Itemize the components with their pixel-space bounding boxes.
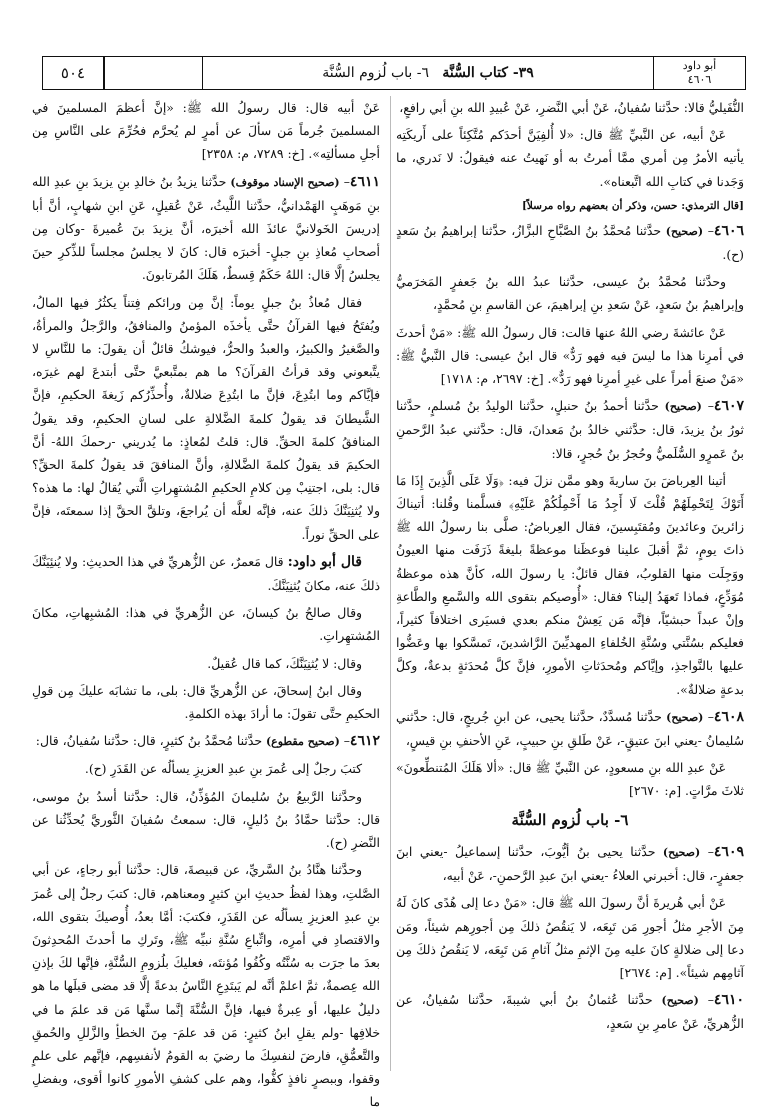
paragraph: فقال مُعاذُ بنُ جبلٍ يوماً: إنَّ مِن ورائكم فِتناً يكثُرُ فيها المالُ، ويُفتَحُ فيها القرآنُ حتَّى يأخذَه المؤمنُ والمنافقُ، والرَّجلُ والمرأةُ، والصَّغيرُ والكبيرُ، والعبدُ والحرُّ، فيوشكُ قائلٌ أن يقولَ: ما للنَّاسِ لا يتَّبعوني وقد قرأتُ القرآنَ؟ ما هم بمتَّبعيَّ حتَّى أبتدعَ لهم غيرَه، فإيَّاكم وما ابتُدِعَ، فإنَّ ما ابتُدِعَ ضلالةٌ، وأُحذِّرُكم زَيغةَ الحكيمِ، فإنَّ الشَّيطانَ قد يقولُ كلمةَ الضَّلالةِ على لسانِ الحكيمِ، وقد يقولُ المنافقُ كلمةَ الحقِّ. قال: قلتُ لمُعاذٍ: ما يُدريني -رحمكَ اللهُ- أنَّ الحكيمَ قد يقولُ كلمةَ الضَّلالةِ، وأنَّ المنافقَ قد يقولُ كلمةَ الحقِّ؟ قال: بلى، اجتنِبْ مِن كلامِ الحكيمِ المُشتهِراتِ الَّتي يُقالُ لها: ما هذه؟ ولا يُثنِيَنَّكَ ذلكَ عنه، فإنَّه لعلَّه أن يُراجعَ، وتلقَّ الحقَّ إذا سمعتَه، فإنَّ على الحقِّ نوراً. [32, 294, 380, 542]
paragraph: عَنْ أبي هُريرةَ أنَّ رسولَ الله ﷺ قال: «مَنْ دعا إلى هُدًى كانَ لَهُ مِنَ الأجرِ مثلُ أجورِ مَن تَبِعَه، لا يَنقُصُ ذلكَ مِن أجورِهم شيئاً، ومَن دعا إلى ضلالةٍ كانَ عليه مِنَ الإثمِ مثلُ آثامِ مَن تَبِعَه، لا يَنقُصُ ذلكَ مِن آثامِهم شيئاً». [م: ٢٦٧٤] [396, 895, 744, 980]
hadith-text: حدَّثنا أحمدُ بنُ حنبلٍ، حدَّثنا الوليدُ بنُ مُسلمٍ، حدَّثنا ثورُ بنُ يزيدَ، قال: حدَّثني خالدُ بنُ مَعدانَ، قال: حدَّثني عبدُ الرَّحمنِ بنُ عَمرٍو السُّلَميُّ وحُجرُ بنُ حُجرٍ، قالا: [396, 398, 744, 461]
hadith-grade: (صحيح الإسناد موقوف) [230, 175, 340, 189]
header-book-title: ٣٩- كتاب السُّنَّة [442, 65, 534, 81]
hadith-1: ٤٦١١– (صحيح الإسناد موقوف) حدَّثنا يزيدُ بنُ خالدِ بنِ يزيدَ بنِ عبدِ الله بنِ مَوهَبٍ الهَمْدانيُّ، حدَّثنا اللَّيثُ، عَنْ عُقيلٍ، عَنِ ابنِ شهابٍ، أنَّ أبا إدريسَ الخَولانيَّ عائذَ الله أخبرَه، أنَّ يزيدَ بنَ عُميرةَ -وكان مِن أصحابِ مُعاذِ بنِ جبلٍ- أخبرَه قال: كانَ لا يجلسُ مجلساً للذِّكرِ حينَ يجلسُ إلَّا قال: اللهُ حَكَمٌ قِسطٌ، هَلَكَ المُرتابونَ. [32, 173, 380, 283]
left-column [32, 96, 380, 1110]
hadith-number: ٤٦١١ [349, 173, 380, 190]
hadith-number: ٤٦٠٨ [713, 708, 744, 725]
hadith-grade: (صحيح) [662, 845, 701, 859]
hadith-text: حدَّثنا يحيى بنُ أيُّوبَ، حدَّثنا إسماعيلُ -يعني ابنَ جعفرٍ-، قال: أخبرني العلاءُ -يعني ابنَ عبدِ الرَّحمنِ-، عَنْ أبيه، [396, 843, 744, 884]
hadith-text: حدَّثنا مُحمَّدُ بنُ الصَّبَّاحِ البزَّازُ، حدَّثنا إبراهيمُ بنُ سَعدٍ (ح). [396, 222, 744, 263]
hadith-text: حدَّثنا مُسدَّدٌ، حدَّثنا يحيى، عن ابنِ جُريجٍ، قال: حدَّثني سُليمانُ -يعني ابنَ عتيقٍ-، عَنْ طَلقِ بنِ حبيبٍ، عَنِ الأحنفِ بنِ قيسٍ، [396, 708, 744, 749]
paragraph: كتبَ رجلٌ إلى عُمرَ بنِ عبدِ العزيزِ يسألُه عن القَدَرِ (ح). [84, 761, 362, 777]
header-book: أبو داود [682, 59, 717, 72]
page-header [42, 56, 746, 90]
header-range: ٤٦٠٦ [687, 73, 712, 86]
hadith-7: ٤٦١٢– (صحيح مقطوع) حدَّثنا مُحمَّدُ بنُ كثيرٍ، قال: حدَّثنا سُفيانُ، قال: [35, 733, 380, 750]
hadith-3: ٤٦٠٦– (صحيح) حدَّثنا مُحمَّدُ بنُ الصَّبَّاحِ البزَّازُ، حدَّثنا إبراهيمُ بنُ سَعدٍ (ح). [396, 222, 744, 263]
header-divider [103, 57, 105, 89]
hadith-text: حدَّثنا مُحمَّدُ بنُ كثيرٍ، قال: حدَّثنا سُفيانُ، قال: [35, 733, 262, 749]
hadith-grade: (صحيح) [661, 994, 699, 1008]
paragraph: وحدَّثنا الرَّبيعُ بنُ سُليمانَ المُؤذِّنُ، قال: حدَّثنا أسدُ بنُ موسى، قال: حدَّثنا حمَّادُ بنُ دُليلٍ، قال: سمعتُ سُفيانَ الثَّوريَّ يُحدِّثُنا عن النَّضرِ (ح). [32, 788, 380, 851]
right-column [396, 96, 744, 1071]
hadith-8: ٤٦٠٨– (صحيح) حدَّثنا مُسدَّدٌ، حدَّثنا يحيى، عن ابنِ جُريجٍ، قال: حدَّثني سُليمانُ -يعني ابنَ عتيقٍ-، عَنْ طَلقِ بنِ حبيبٍ، عَنِ الأحنفِ بنِ قيسٍ، [396, 708, 744, 749]
paragraph: عَنْ أبيه قال: قال رسولُ الله ﷺ: «إنَّ أعظمَ المسلمينَ في المسلمينَ جُرماً مَن سألَ عن أمرٍ لم يُحرَّم فحُرِّمَ على النَّاسِ مِن أجلِ مسألتِه». [خ: ٧٢٨٩، م: ٢٣٥٨] [32, 100, 380, 162]
abu-dawud-label: قال أبو داود: [287, 553, 362, 570]
hadith-number: ٤٦١٢ [349, 733, 380, 750]
paragraph: عَنْ أبيه، عن النَّبيِّ ﷺ قال: «لا أُلفِيَنَّ أحدَكم مُتَّكِئاً على أَريكَتِه يأتيه الأمرُ مِن أمري ممَّا أمرتُ به أو نَهيتُ عنه فيقولُ: لا نَدري، ما وَجَدنا في كتابِ الله اتَّبعناه». [396, 127, 744, 189]
hadith-11: ٤٦٠٩– (صحيح) حدَّثنا يحيى بنُ أيُّوبَ، حدَّثنا إسماعيلُ -يعني ابنَ جعفرٍ-، قال: أخبرني العلاءُ -يعني ابنَ عبدِ الرَّحمنِ-، عَنْ أبيه، [396, 843, 744, 884]
hadith-number: ٤٦٠٩ [713, 843, 744, 860]
paragraph: وقال ابنُ إسحاقَ، عن الزُّهريِّ قال: بلى، ما تشابَه عليكَ مِن قولِ الحكيمِ حتَّى تقولَ: ما أرادَ بهذه الكلمةِ. [32, 682, 380, 722]
hadith-grade: (صحيح مقطوع) [265, 735, 340, 749]
paragraph: النُّفَيليُّ قالا: حدَّثنا سُفيانُ، عَنْ أبي النَّضرِ، عَنْ عُبيدِ الله بنِ أبي رافعٍ، [399, 100, 744, 115]
paragraph: وحدَّثنا هنَّادُ بنُ السَّريِّ، عن قبيصةَ، قال: حدَّثنا أبو رجاءٍ، عن أبي الصَّلتِ، وهذا لفظُ حديثِ ابنِ كثيرٍ ومعناهم، قال: كتبَ رجلٌ إلى عُمرَ بنِ عبدِ العزيزِ يسألُه عن القَدَرِ، فكتبَ: أمَّا بعدُ، أُوصيكَ بتقوى الله، والاقتصادِ في أمرِه، واتِّباعِ سُنَّةِ نبيِّه ﷺ، وتَركِ ما أحدثَ المُحدِثونَ بعدَ ما جرَت به سُنَّتُه وكُفُوا مُؤنتَه، فعليكَ بلُزومِ السُّنَّةِ، فإنَّها لكَ بإذنِ الله عِصمةٌ، ثمَّ اعلمْ أنَّه لم يَبتَدِعِ النَّاسُ بدعةً إلَّا قد مضى قبلَها ما هو دليلٌ عليها، أو عِبرةٌ فيها، فإنَّ السُّنَّةَ إنَّما سنَّها مَن قد علمَ ما في خلافِها -ولم يقلِ ابنُ كثيرٍ: مَن قد علمَ- مِنَ الخطأِ والزَّللِ والحُمقِ والتَّعمُّقِ، فارضَ لنفسِكَ ما رضيَ به القومُ لأنفسِهم، فإنَّهم على علمٍ وقفوا، وببصرٍ نافذٍ كفُّوا، وهم على كشفِ الأمورِ كانوا أقوى، وبفضلِ ما [32, 862, 380, 1110]
page-number: ٥٠٤ [60, 64, 86, 82]
editor-note: [قال الترمذي: حسن، وذكر أن بعضهم رواه مرسلاً] [521, 199, 744, 212]
hadith-6: ٤٦٠٧– (صحيح) حدَّثنا أحمدُ بنُ حنبلٍ، حدَّثنا الوليدُ بنُ مُسلمٍ، حدَّثنا ثورُ بنُ يزيدَ، قال: حدَّثني خالدُ بنُ مَعدانَ، قال: حدَّثني عبدُ الرَّحمنِ بنُ عَمرٍو السُّلَميُّ وحُجرُ بنُ حُجرٍ، قالا: [396, 398, 744, 461]
header-book-cell [653, 57, 745, 89]
comment-text: قال مَعمرٌ، عن الزُّهريِّ في هذا الحديثِ: ولا يُنئِيَنَّكَ ذلكَ عنه، مكانَ يُثنِيَنَّكَ. [32, 553, 380, 594]
hadith-13: ٤٦١٠– (صحيح) حدَّثنا عُثمانُ بنُ أبي شيبةَ، حدَّثنا سُفيانُ، عن الزُّهريِّ، عَنْ عامرِ بنِ سَعدٍ، [396, 992, 744, 1032]
paragraph: أتينا العِرباضَ بنَ ساريةَ وهو ممَّن نزلَ فيه: ﴿وَلَا عَلَى الَّذِينَ إِذَا مَا أَتَوْكَ لِتَحْمِلَهُمْ قُلْتَ لَا أَجِدُ مَا أَحْمِلُكُمْ عَلَيْهِ﴾ فسلَّمنا وقُلنا: أتيناكَ زائرينَ وعائدينَ ومُقتَبِسينَ، فقال العِرباضُ: صلَّى بنا رسولُ الله ﷺ ذاتَ يومٍ، ثمَّ أقبلَ علينا فوعظَنا موعظةً بليغةً ذَرَفَت منها العيونُ ووَجِلَت منها القلوبُ، فقال قائلٌ: يا رسولَ الله، كأنَّ هذه موعظةُ مُوَدِّعٍ، فماذا تَعهَدُ إلينا؟ فقال: «أُوصيكم بتقوى الله والسَّمعِ والطَّاعةِ وإنْ عبداً حبشيّاً، فإنَّه مَن يَعِشْ منكم بعدي فسيَرى اختلافاً كثيراً، فعليكم بسُنَّتي وسُنَّةِ الخُلفاءِ المهديِّينَ الرَّاشدينَ، تَمسَّكوا بها وعَضُّوا عليها بالنَّواجذِ، وإيَّاكم ومُحدَثاتِ الأمورِ، فإنَّ كلَّ مُحدَثةٍ بدعةٌ، وكلَّ بدعةٍ ضلالةٌ». [396, 472, 744, 697]
hadith-text: حدَّثنا يزيدُ بنُ خالدِ بنِ يزيدَ بنِ عبدِ الله بنِ مَوهَبٍ الهَمْدانيُّ، حدَّثنا اللَّيثُ، عَنْ عُقيلٍ، عَنِ ابنِ شهابٍ، أنَّ أبا إدريسَ الخَولانيَّ عائذَ الله أخبرَه، أنَّ يزيدَ بنَ عُميرةَ -وكان مِن أصحابِ مُعاذِ بنِ جبلٍ- أخبرَه قال: كانَ لا يجلسُ مجلساً للذِّكرِ حينَ يجلسُ إلَّا قال: اللهُ حَكَمٌ قِسطٌ، هَلَكَ المُرتابونَ. [32, 173, 380, 283]
column-divider [390, 96, 391, 1071]
header-page-cell [43, 57, 203, 89]
header-title-cell [203, 57, 653, 89]
paragraph: وقال صالحُ بنُ كيسانَ، عن الزُّهريِّ في هذا: المُشبِهاتِ، مكانَ المُشتهِراتِ. [32, 605, 380, 644]
section-title: ٦- باب لُزوم السُّنَّة [511, 810, 629, 829]
paragraph: عَنْ عائشةَ رضي اللهُ عنها قالت: قال رسولُ الله ﷺ: «مَنْ أحدثَ في أمرِنا هذا ما ليسَ فيه فهو رَدٌّ» قال ابنُ عيسى: قال النَّبيُّ ﷺ: «مَنْ صنعَ أمراً على غيرِ أمرِنا فهو رَدٌّ». [خ: ٢٦٩٧، م: ١٧١٨] [396, 324, 744, 387]
header-chapter: ٦- باب لُزوم السُّنَّة [322, 65, 430, 81]
hadith-number: ٤٦٠٧ [713, 398, 744, 415]
hadith-grade: (صحيح) [664, 400, 702, 414]
paragraph: وحدَّثنا مُحمَّدُ بنُ عيسى، حدَّثنا عبدُ الله بنُ جَعفرٍ المَخرَميُّ وإبراهيمُ بنُ سَعدٍ، عَنْ سَعدِ بنِ إبراهيمَ، عن القاسمِ بنِ مُحمَّدٍ، [396, 274, 744, 313]
hadith-grade: (صحيح) [666, 710, 704, 724]
paragraph: وقال: لا يُثنِيَنَّكَ، كما قال عُقيلٌ. [207, 655, 362, 671]
hadith-number: ٤٦٠٦ [713, 222, 744, 239]
hadith-number: ٤٦١٠ [713, 992, 744, 1009]
hadith-text: حدَّثنا عُثمانُ بنُ أبي شيبةَ، حدَّثنا سُفيانُ، عن الزُّهريِّ، عَنْ عامرِ بنِ سَعدٍ، [396, 992, 744, 1032]
abu-dawud-comment [32, 550, 380, 597]
hadith-grade: (صحيح) [665, 224, 704, 238]
paragraph: عَنْ عبدِ الله بنِ مسعودٍ، عن النَّبيِّ ﷺ قال: «ألا هَلَكَ المُتنطِّعونَ» ثلاثَ مرَّاتٍ. [م: ٢٦٧٠] [396, 760, 744, 799]
